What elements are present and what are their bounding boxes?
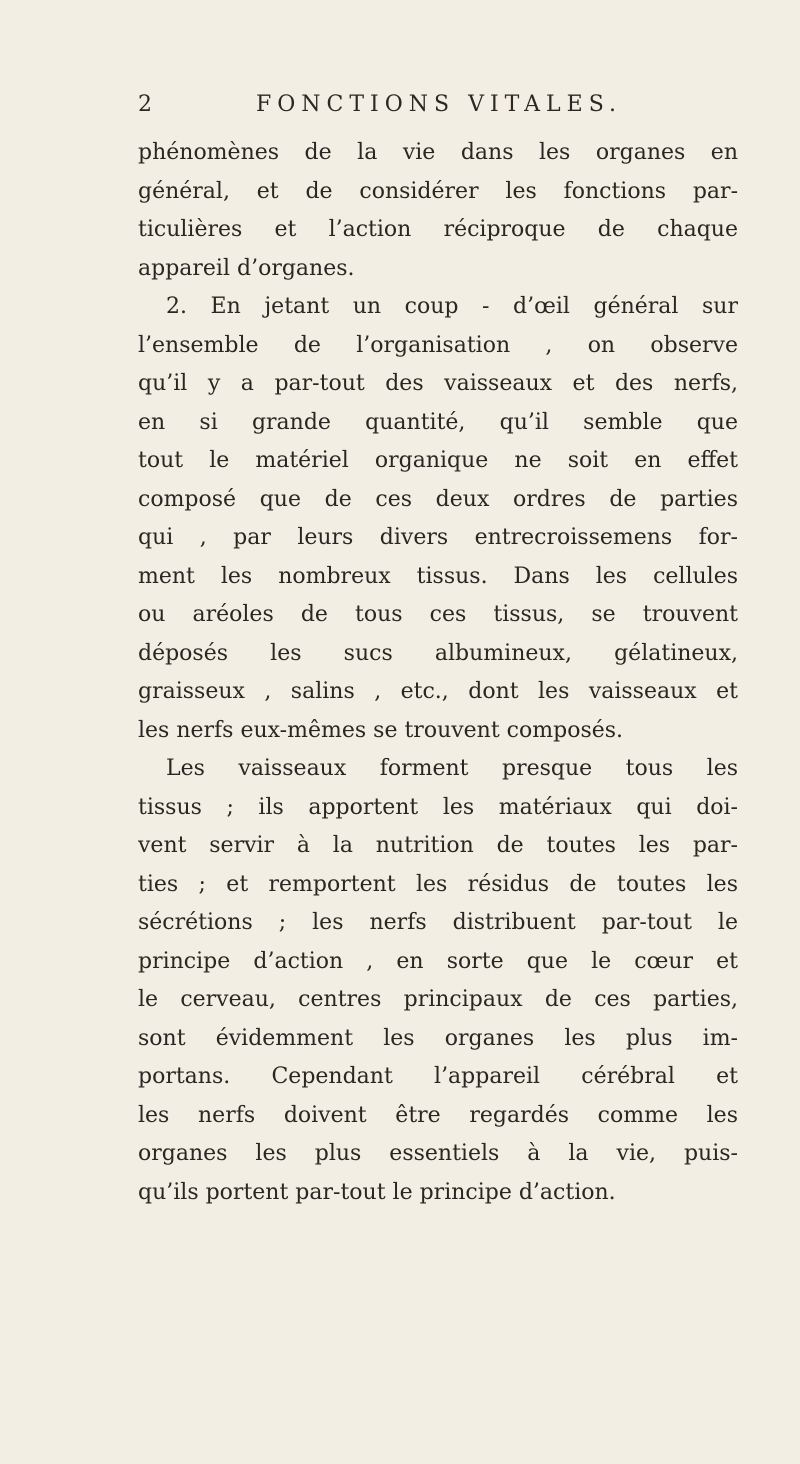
text-line: qu’ils portent par-tout le principe d’action. <box>138 1179 616 1205</box>
text-line: sécrétions ; les nerfs distribuent par-tout le <box>138 910 738 935</box>
text-line: déposés les sucs albumineux, gélatineux, <box>138 640 738 666</box>
text-line: graisseux , salins , etc., dont les vaisseaux et <box>138 679 738 704</box>
text-line: les nerfs eux-mêmes se trouvent composés. <box>138 717 624 743</box>
text-line: ou aréoles de tous ces tissus, se trouvent <box>138 602 738 627</box>
text-line: organes les plus essentiels à la vie, puis- <box>138 1141 738 1166</box>
text-line: tout le matériel organique ne soit en effet <box>138 448 738 473</box>
paragraph-start-line: 2. En jetant un coup - d’œil général sur <box>166 294 738 319</box>
text-line: appareil d’organes. <box>138 255 355 281</box>
text-line: qui , par leurs divers entrecroissemens for- <box>138 525 738 550</box>
text-line: tissus ; ils apportent les matériaux qui doi- <box>138 794 738 820</box>
text-line: portans. Cependant l’appareil cérébral et <box>138 1064 738 1089</box>
text-line: qu’il y a par-tout des vaisseaux et des nerfs, <box>138 371 738 396</box>
text-line: ment les nombreux tissus. Dans les cellules <box>138 563 738 589</box>
text-line: vent servir à la nutrition de toutes les par- <box>138 833 738 858</box>
text-line: phénomènes de la vie dans les organes en <box>138 140 738 165</box>
text-line: général, et de considérer les fonctions par- <box>138 178 738 204</box>
running-title: FONCTIONS VITALES. <box>256 92 622 117</box>
text-line: le cerveau, centres principaux de ces parties, <box>138 987 738 1012</box>
text-line: ticulières et l’action réciproque de chaque <box>138 217 738 242</box>
text-line: l’ensemble de l’organisation , on observe <box>138 332 738 358</box>
body-text <box>138 134 738 1212</box>
running-head <box>138 92 678 126</box>
text-line: ties ; et remportent les résidus de toutes les <box>138 871 738 897</box>
text-line: principe d’action , en sorte que le cœur et <box>138 948 738 974</box>
text-line: en si grande quantité, qu’il semble que <box>138 409 738 435</box>
text-line: les nerfs doivent être regardés comme les <box>138 1102 738 1128</box>
page-number: 2 <box>138 92 158 117</box>
text-line: composé que de ces deux ordres de parties <box>138 486 738 512</box>
paragraph-start-line: Les vaisseaux forment presque tous les <box>166 756 738 781</box>
text-line: sont évidemment les organes les plus im- <box>138 1025 738 1051</box>
